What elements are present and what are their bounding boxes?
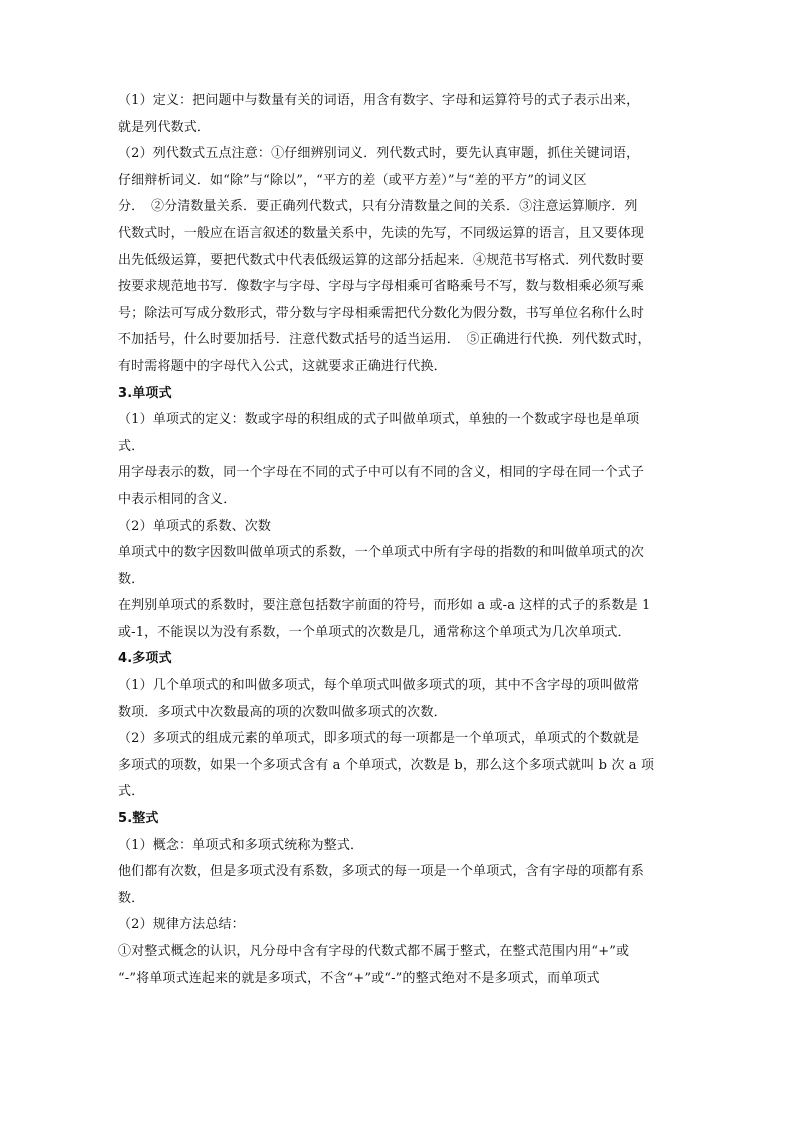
section-heading: 5.整式 <box>118 811 159 827</box>
text-line: （1）单项式的定义：数或字母的积组成的式子叫做单项式，单独的一个数或字母也是单项 <box>118 412 640 428</box>
text-line: 按要求规范地书写．像数字与字母、字母与字母相乘可省略乘号不写，数与数相乘必须写乘 <box>118 279 645 295</box>
text-line: 在判别单项式的系数时，要注意包括数字前面的符号，而形如 a 或-a 这样的式子的系数是 1 <box>118 598 651 614</box>
text-line: 分． ②分清数量关系．要正确列代数式，只有分清数量之间的关系．③注意运算顺序．列 <box>118 199 638 215</box>
text-line: 数． <box>118 571 145 587</box>
text-line: （1）几个单项式的和叫做多项式，每个单项式叫做多项式的项，其中不含字母的项叫做常 <box>118 678 640 694</box>
text-line: （1）定义：把问题中与数量有关的词语，用含有数字、字母和运算符号的式子表示出来， <box>118 93 640 108</box>
text-line: 中表示相同的含义． <box>118 491 237 507</box>
section-heading: 3.单项式 <box>118 385 172 401</box>
text-line: 式． <box>118 438 145 454</box>
text-line: （2）列代数式五点注意：①仔细辨别词义．列代数式时，要先认真审题，抓住关键词语， <box>118 146 640 162</box>
text-line: 就是列代数式． <box>118 119 211 135</box>
text-line: 数． <box>118 890 145 906</box>
text-line: （2）单项式的系数、次数 <box>118 518 272 534</box>
text-line: 出先低级运算，要把代数式中代表低级运算的这部分括起来．④规范书写格式．列代数时要 <box>118 252 645 268</box>
section-heading: 4.多项式 <box>118 651 172 667</box>
text-line: （2）规律方法总结： <box>118 917 245 933</box>
text-line: ①对整式概念的认识，凡分母中含有字母的代数式都不属于整式，在整式范围内用“+”或 <box>118 944 630 959</box>
text-line: 仔细辩析词义．如“除”与“除以”，“平方的差（或平方差）”与“差的平方”的词义区 <box>118 172 587 188</box>
text-line: 数项．多项式中次数最高的项的次数叫做多项式的次数． <box>118 704 447 720</box>
text-line: 式． <box>118 784 145 800</box>
text-line: （2）多项式的组成元素的单项式，即多项式的每一项都是一个单项式，单项式的个数就是 <box>118 731 640 747</box>
text-line: （1）概念：单项式和多项式统称为整式． <box>118 837 364 853</box>
document-body <box>118 88 680 992</box>
text-line: 用字母表示的数，同一个字母在不同的式子中可以有不同的含义，相同的字母在同一个式子 <box>118 465 645 481</box>
text-line: 单项式中的数字因数叫做单项式的系数，一个单项式中所有字母的指数的和叫做单项式的次 <box>118 545 645 561</box>
text-line: 有时需将题中的字母代入公式，这就要求正确进行代换． <box>118 358 447 374</box>
text-line: 或-1，不能误以为没有系数，一个单项式的次数是几，通常称这个单项式为几次单项式． <box>118 624 631 640</box>
text-line: 他们都有次数，但是多项式没有系数，多项式的每一项是一个单项式，含有字母的项都有系 <box>118 864 645 880</box>
text-line: 号；除法可写成分数形式，带分数与字母相乘需把代分数化为假分数，书写单位名称什么时 <box>118 305 645 321</box>
text-line: 代数式时，一般应在语言叙述的数量关系中，先读的先写，不同级运算的语言，且又要体现 <box>118 225 645 241</box>
text-line: “-”将单项式连起来的就是多项式，不含“+”或“-”的整式绝对不是多项式，而单项式 <box>118 970 600 986</box>
text-line: 不加括号，什么时要加括号．注意代数式括号的适当运用． ⑤正确进行代换．列代数式时， <box>118 332 651 348</box>
text-line: 多项式的项数，如果一个多项式含有 a 个单项式，次数是 b，那么这个多项式就叫 b 次 a 项 <box>118 757 655 773</box>
